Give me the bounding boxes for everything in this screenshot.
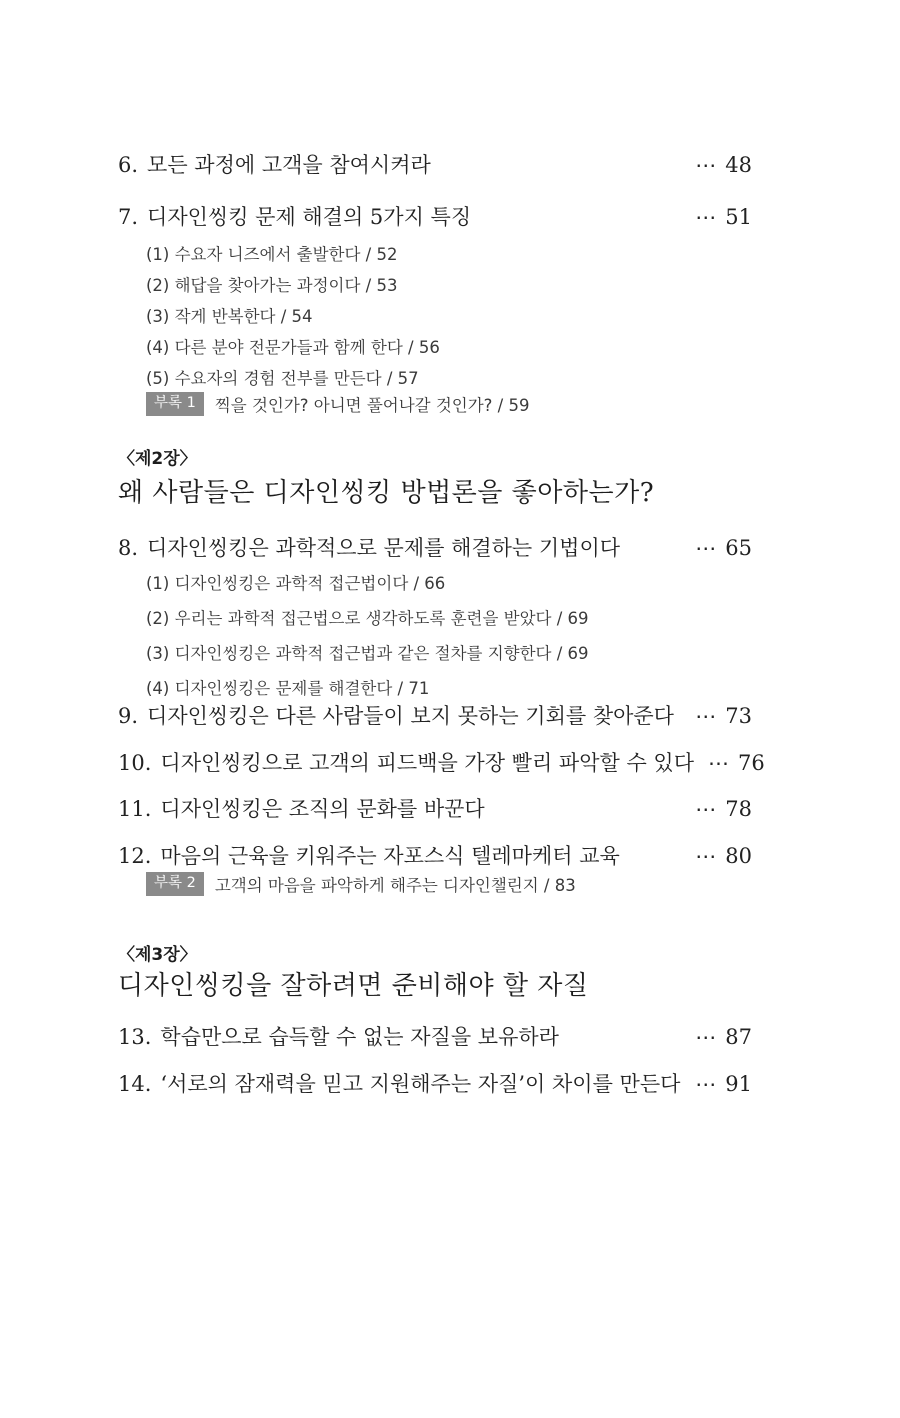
toc-item-10 xyxy=(118,750,765,776)
page-number: 80 xyxy=(725,844,752,868)
appendix-text: 고객의 마음을 파악하게 해주는 디자인챌린지 / 83 xyxy=(214,876,576,895)
page-number: 51 xyxy=(725,205,752,229)
leader-dots: ⋯ xyxy=(695,797,719,821)
toc-item-title xyxy=(118,796,485,822)
toc-item-6 xyxy=(118,152,752,178)
page-number: 76 xyxy=(738,751,765,775)
toc-item-12 xyxy=(118,843,752,869)
toc-item-number: 9. xyxy=(118,704,139,728)
leader-dots: ⋯ xyxy=(695,205,719,229)
toc-item-number: 13. xyxy=(118,1025,152,1049)
toc-item-page xyxy=(695,1071,752,1097)
toc-item-title xyxy=(118,1071,680,1097)
toc-item-number: 12. xyxy=(118,844,152,868)
toc-item-title xyxy=(118,750,694,776)
toc-item-8 xyxy=(118,535,752,561)
leader-dots: ⋯ xyxy=(695,536,719,560)
toc-item-title xyxy=(118,703,674,729)
toc-item-14 xyxy=(118,1071,752,1097)
toc-item-number: 8. xyxy=(118,536,139,560)
chapter-2-title: 왜 사람들은 디자인씽킹 방법론을 좋아하는가? xyxy=(118,478,655,508)
toc-subitem: (2) 우리는 과학적 접근법으로 생각하도록 훈련을 받았다 / 69 xyxy=(146,609,589,628)
leader-dots: ⋯ xyxy=(695,153,719,177)
toc-item-page xyxy=(695,535,752,561)
toc-subitem: (3) 디자인씽킹은 과학적 접근법과 같은 절차를 지향한다 / 69 xyxy=(146,644,589,663)
toc-subitem: (3) 작게 반복한다 / 54 xyxy=(146,307,313,326)
page-number: 78 xyxy=(725,797,752,821)
page-number: 87 xyxy=(725,1025,752,1049)
toc-item-page xyxy=(695,796,752,822)
chapter-3-label: 〈제3장〉 xyxy=(118,945,197,965)
toc-item-page xyxy=(708,750,765,776)
page-number: 65 xyxy=(725,536,752,560)
toc-item-text: ‘서로의 잠재력을 믿고 지원해주는 자질’이 차이를 만든다 xyxy=(160,1072,681,1096)
toc-subitem: (5) 수요자의 경험 전부를 만든다 / 57 xyxy=(146,369,419,388)
leader-dots: ⋯ xyxy=(708,751,731,775)
toc-item-page xyxy=(695,703,752,729)
toc-item-text: 마음의 근육을 키워주는 자포스식 텔레마케터 교육 xyxy=(160,844,620,868)
page-number: 48 xyxy=(725,153,752,177)
toc-item-page xyxy=(695,204,752,230)
leader-dots: ⋯ xyxy=(695,1025,719,1049)
toc-item-title xyxy=(118,843,620,869)
toc-item-number: 10. xyxy=(118,751,152,775)
page-number: 73 xyxy=(725,704,752,728)
toc-item-number: 7. xyxy=(118,205,139,229)
toc-item-11 xyxy=(118,796,752,822)
toc-subitem: (2) 해답을 찾아가는 과정이다 / 53 xyxy=(146,276,398,295)
leader-dots: ⋯ xyxy=(695,704,719,728)
toc-item-text: 디자인씽킹은 다른 사람들이 보지 못하는 기회를 찾아준다 xyxy=(147,704,674,728)
toc-item-text: 모든 과정에 고객을 참여시켜라 xyxy=(147,153,431,177)
toc-subitem: (4) 디자인씽킹은 문제를 해결한다 / 71 xyxy=(146,679,430,698)
appendix-text: 찍을 것인가? 아니면 풀어나갈 것인가? / 59 xyxy=(214,396,530,415)
toc-item-page xyxy=(695,152,752,178)
toc-subitem: (1) 디자인씽킹은 과학적 접근법이다 / 66 xyxy=(146,574,446,593)
chapter-2-label: 〈제2장〉 xyxy=(118,449,197,469)
toc-appendix-1 xyxy=(118,392,780,416)
leader-dots: ⋯ xyxy=(695,1072,719,1096)
toc-item-7 xyxy=(118,204,752,230)
toc-appendix-2 xyxy=(118,872,780,896)
toc-item-text: 디자인씽킹은 과학적으로 문제를 해결하는 기법이다 xyxy=(147,536,621,560)
toc-item-9 xyxy=(118,703,752,729)
toc-item-text: 디자인씽킹으로 고객의 피드백을 가장 빨리 파악할 수 있다 xyxy=(160,751,694,775)
toc-item-page xyxy=(695,843,752,869)
toc-item-number: 6. xyxy=(118,153,139,177)
toc-subitem: (4) 다른 분야 전문가들과 함께 한다 / 56 xyxy=(146,338,440,357)
toc-item-number: 11. xyxy=(118,797,152,821)
toc-subitem: (1) 수요자 니즈에서 출발한다 / 52 xyxy=(146,245,398,264)
toc-item-title xyxy=(118,535,620,561)
toc-item-title xyxy=(118,152,431,178)
chapter-3-title: 디자인씽킹을 잘하려면 준비해야 할 자질 xyxy=(118,971,589,1001)
page-number: 91 xyxy=(725,1072,752,1096)
toc-item-text: 학습만으로 습득할 수 없는 자질을 보유하라 xyxy=(160,1025,559,1049)
toc-item-title xyxy=(118,204,471,230)
leader-dots: ⋯ xyxy=(695,844,719,868)
toc-item-title xyxy=(118,1024,559,1050)
appendix-badge: 부록 2 xyxy=(146,872,204,896)
appendix-badge: 부록 1 xyxy=(146,392,204,416)
toc-page xyxy=(118,0,765,1418)
toc-item-text: 디자인씽킹은 조직의 문화를 바꾼다 xyxy=(160,797,485,821)
toc-item-13 xyxy=(118,1024,752,1050)
toc-item-page xyxy=(695,1024,752,1050)
toc-item-text: 디자인씽킹 문제 해결의 5가지 특징 xyxy=(147,205,472,229)
toc-item-number: 14. xyxy=(118,1072,152,1096)
